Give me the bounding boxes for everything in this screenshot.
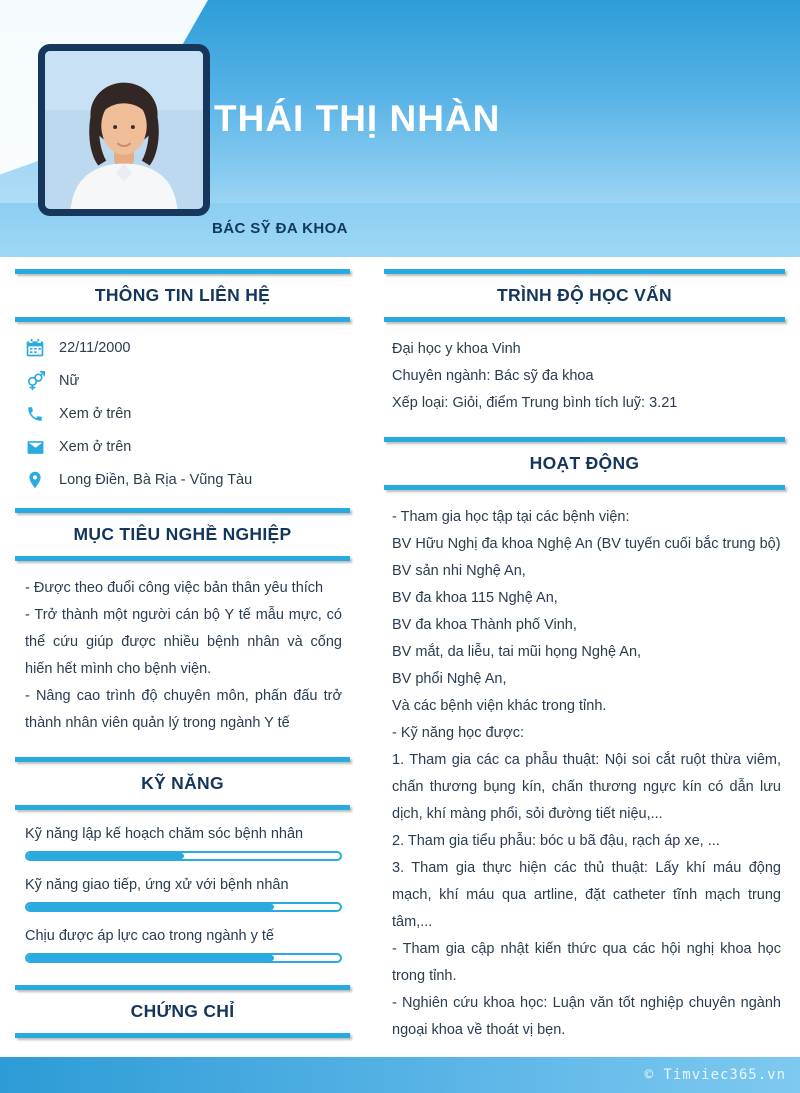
calendar-icon xyxy=(25,338,45,358)
activity-line: BV đa khoa Thành phố Vinh, xyxy=(392,617,577,633)
objective-text xyxy=(25,575,342,737)
skill-bar-track xyxy=(25,902,342,912)
section-bar-bottom xyxy=(15,805,350,810)
contact-address-value: Long Điền, Bà Rịa - Vũng Tàu xyxy=(59,472,253,488)
section-education-title: TRÌNH ĐỘ HỌC VẤN xyxy=(497,285,672,305)
section-education xyxy=(384,269,785,417)
activities-text xyxy=(392,504,781,1044)
candidate-job-title: BÁC SỸ ĐA KHOA xyxy=(212,220,348,237)
footer-credit: © Timviec365.vn xyxy=(644,1067,786,1083)
section-activities xyxy=(384,437,785,1044)
objective-line: - Trở thành một người cán bộ Y tế mẫu mực, có thể cứu giúp được nhiều bệnh nhân và cống hiến hết mình cho bệnh viện. xyxy=(25,607,342,677)
skill-label: Chịu được áp lực cao trong ngành y tế xyxy=(25,928,274,944)
activity-line: 1. Tham gia các ca phẫu thuật: Nội soi cắt ruột thừa viêm, chấn thương bụng kín, chấn thương ngực kín có dẫn lưu dịch, khí màng phổi, sỏi đường tiết niệu,... xyxy=(392,752,781,822)
phone-icon xyxy=(25,404,45,424)
activity-line: BV sản nhi Nghệ An, xyxy=(392,563,526,579)
education-line: Xếp loại: Giỏi, điểm Trung bình tích luỹ: 3.21 xyxy=(392,395,678,411)
contact-row-phone xyxy=(25,404,344,424)
main-content xyxy=(0,257,800,1057)
section-contact xyxy=(15,269,350,490)
section-bar-bottom xyxy=(15,317,350,322)
profile-photo xyxy=(38,44,210,216)
skill-bar-track xyxy=(25,953,342,963)
activity-line: BV Hữu Nghị đa khoa Nghệ An (BV tuyến cuối bắc trung bộ) xyxy=(392,536,781,552)
contact-birthday-value: 22/11/2000 xyxy=(59,340,131,356)
activity-line: - Tham gia học tập tại các bệnh viện: xyxy=(392,509,630,525)
contact-email-value: Xem ở trên xyxy=(59,439,132,455)
footer xyxy=(0,1057,800,1093)
section-objective-title: MỤC TIÊU NGHỀ NGHIỆP xyxy=(73,524,292,544)
objective-line: - Nâng cao trình độ chuyên môn, phấn đấu trở thành nhân viên quản lý trong ngành Y tế xyxy=(25,688,342,731)
activity-line: BV mắt, da liễu, tai mũi họng Nghệ An, xyxy=(392,644,642,660)
email-icon xyxy=(25,437,45,457)
contact-row-birthday xyxy=(25,338,344,358)
contact-row-gender xyxy=(25,371,344,391)
education-line: Đại học y khoa Vinh xyxy=(392,341,521,357)
left-column xyxy=(15,269,350,1057)
activity-line: - Tham gia cập nhật kiến thức qua các hội nghị khoa học trong tỉnh. xyxy=(392,941,781,984)
section-contact-header xyxy=(15,269,350,322)
skill-bar-fill xyxy=(27,853,184,859)
skill-label: Kỹ năng lập kế hoạch chăm sóc bệnh nhân xyxy=(25,826,304,842)
section-objective xyxy=(15,508,350,737)
section-skills-header xyxy=(15,757,350,810)
activity-line: Và các bệnh viện khác trong tỉnh. xyxy=(392,698,607,714)
activity-line: BV phổi Nghệ An, xyxy=(392,671,507,687)
section-bar-bottom xyxy=(384,485,785,490)
gender-icon xyxy=(25,371,45,391)
skill-item xyxy=(25,877,342,912)
section-bar-bottom xyxy=(384,317,785,322)
section-bar-bottom xyxy=(15,1033,350,1038)
section-education-header xyxy=(384,269,785,322)
section-activities-title: HOẠT ĐỘNG xyxy=(529,453,640,473)
activity-line: 3. Tham gia thực hiện các thủ thuật: Lấy khí máu động mạch, khí máu qua artline, đặt catheter tĩnh mạch trung tâm,... xyxy=(392,860,781,930)
skill-item xyxy=(25,826,342,861)
section-skills-title: KỸ NĂNG xyxy=(141,773,224,793)
section-objective-header xyxy=(15,508,350,561)
activity-line: 2. Tham gia tiểu phẫu: bóc u bã đậu, rạch áp xe, ... xyxy=(392,833,720,849)
objective-line: - Được theo đuổi công việc bản thân yêu thích xyxy=(25,580,324,596)
skill-bar-track xyxy=(25,851,342,861)
skill-bar-fill xyxy=(27,955,274,961)
section-certificates-header xyxy=(15,985,350,1038)
section-activities-header xyxy=(384,437,785,490)
education-text xyxy=(392,336,781,417)
activity-line: - Nghiên cứu khoa học: Luận văn tốt nghiệp chuyên ngành ngoại khoa về thoát vị bẹn. xyxy=(392,995,781,1038)
education-line: Chuyên ngành: Bác sỹ đa khoa xyxy=(392,368,594,384)
section-skills xyxy=(15,757,350,963)
portrait-illustration xyxy=(45,51,203,209)
skill-bar-fill xyxy=(27,904,274,910)
location-icon xyxy=(25,470,45,490)
candidate-name: THÁI THỊ NHÀN xyxy=(214,98,501,139)
contact-phone-value: Xem ở trên xyxy=(59,406,132,422)
contact-gender-value: Nữ xyxy=(59,373,80,389)
header xyxy=(0,0,800,257)
activity-line: BV đa khoa 115 Nghệ An, xyxy=(392,590,558,606)
skill-item xyxy=(25,928,342,963)
section-certificates-title: CHỨNG CHỈ xyxy=(130,1001,235,1021)
section-bar-bottom xyxy=(15,556,350,561)
section-contact-title: THÔNG TIN LIÊN HỆ xyxy=(94,285,271,305)
right-column xyxy=(384,269,785,1057)
skill-label: Kỹ năng giao tiếp, ứng xử với bệnh nhân xyxy=(25,877,289,893)
contact-row-email xyxy=(25,437,344,457)
skills-list xyxy=(25,826,342,963)
activity-line: - Kỹ năng học được: xyxy=(392,725,525,741)
contact-row-address xyxy=(25,470,344,490)
contact-list xyxy=(25,338,344,490)
